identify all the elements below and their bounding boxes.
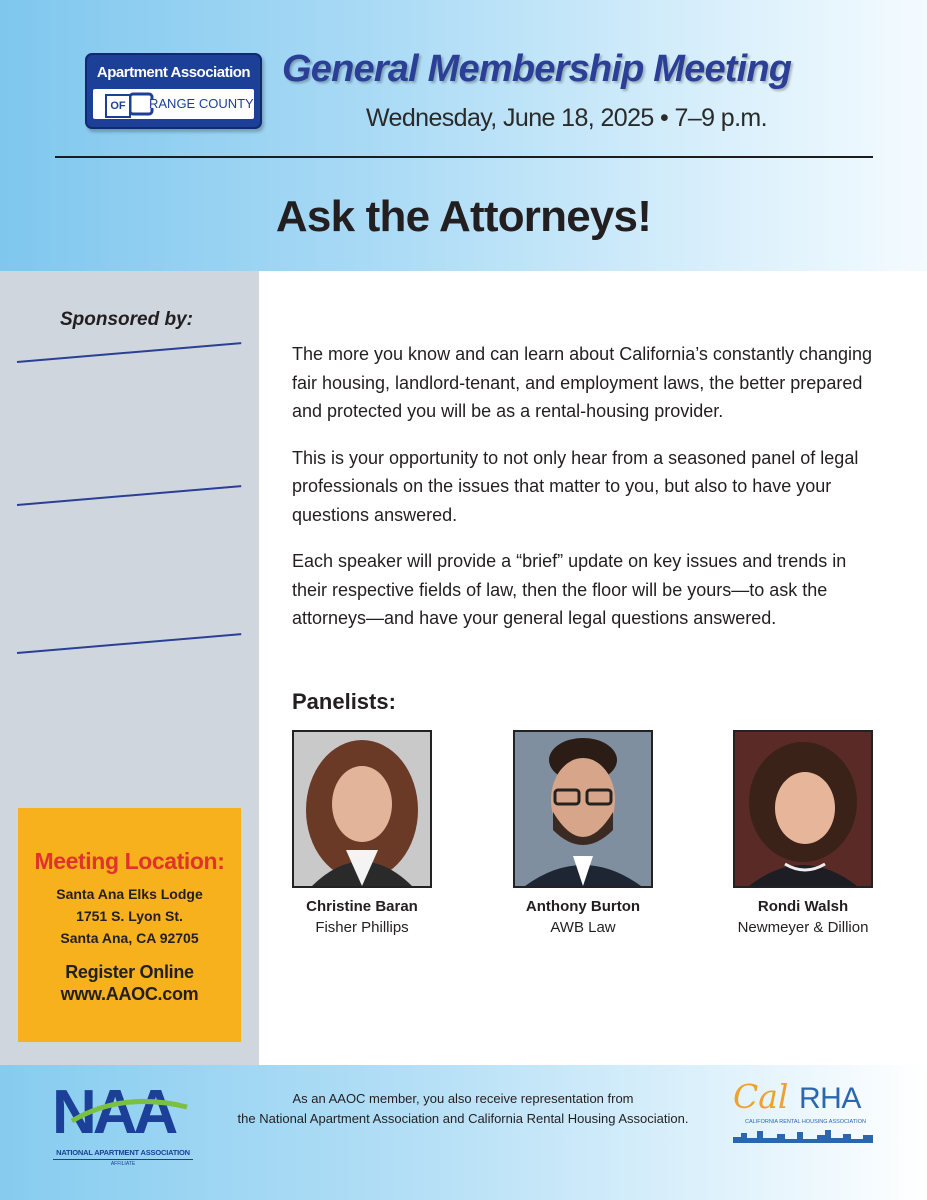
panelist-name: Christine Baran — [306, 898, 418, 915]
naa-affiliate: AFFILIATE — [53, 1159, 193, 1167]
header-band — [0, 0, 927, 271]
calrha-logo[interactable] — [733, 1077, 883, 1157]
panelist-firm: Fisher Phillips — [315, 919, 409, 936]
panelist-photo — [733, 730, 873, 888]
body-paragraph: This is your opportunity to not only hear from a seasoned panel of legal professionals on the issues that matter to you, but also to have your questions answered. — [292, 447, 859, 525]
calrha-cal: Cal — [733, 1077, 789, 1116]
panelist-firm: AWB Law — [550, 919, 616, 936]
skyline-icon — [733, 1129, 873, 1143]
panelist-name: Anthony Burton — [525, 898, 641, 915]
meeting-location-box — [18, 808, 241, 1042]
logo-bottom-panel — [93, 89, 254, 119]
location-street: 1751 S. Lyon St. — [76, 908, 183, 924]
header-divider — [55, 156, 873, 158]
naa-logo-text: NAA — [52, 1078, 175, 1145]
register-label: Register Online — [65, 962, 194, 982]
panelists-heading: Panelists: — [292, 689, 396, 714]
logo-county-text: RANGE COUNTY — [149, 96, 254, 111]
meeting-date: Wednesday, June 18, 2025 • 7–9 p.m. — [366, 104, 767, 132]
naa-logo-icon — [52, 1073, 192, 1145]
location-venue: Santa Ana Elks Lodge — [56, 886, 203, 902]
panelist-name: Rondi Walsh — [757, 898, 849, 915]
body-paragraph: The more you know and can learn about California’s constantly changing fair housing, landlord-tenant, and employment laws, the better prepared and protected you will be as a rental-housing provider. — [292, 344, 873, 421]
location-title: Meeting Location: — [34, 848, 225, 874]
register-link[interactable]: www.AAOC.com — [60, 984, 199, 1004]
sponsor-line — [17, 485, 241, 506]
portrait-woman-icon — [735, 732, 871, 886]
body-copy — [292, 340, 882, 651]
sidebar — [0, 271, 259, 1065]
footer-text-line: As an AAOC member, you also receive representation from — [292, 1091, 634, 1106]
portrait-man-icon — [515, 732, 651, 886]
footer-text-line: the National Apartment Association and California Rental Housing Association. — [237, 1111, 689, 1126]
logo-of-text: OF — [105, 94, 131, 118]
panelist-firm: Newmeyer & Dillion — [737, 919, 869, 936]
body-paragraph: Each speaker will provide a “brief” update on key issues and trends in their respective fields of law, then the floor will be yours—to ask the attorneys—and have your general legal questions answered. — [292, 551, 847, 628]
logo-top-text: Apartment Association — [93, 60, 254, 85]
calrha-rha: RHA — [799, 1082, 861, 1115]
naa-name: NATIONAL APARTMENT ASSOCIATION — [56, 1148, 190, 1157]
footer-text — [230, 1089, 696, 1129]
aaoc-logo[interactable] — [85, 53, 262, 129]
sponsor-line — [17, 342, 241, 363]
page-title: General Membership Meeting — [282, 48, 792, 90]
footer-band — [0, 1065, 927, 1200]
calrha-subtitle: CALIFORNIA RENTAL HOUSING ASSOCIATION — [745, 1119, 866, 1125]
portrait-woman-icon — [294, 732, 430, 886]
naa-logo[interactable] — [52, 1073, 192, 1145]
location-city: Santa Ana, CA 92705 — [60, 930, 199, 946]
panelist-photo — [292, 730, 432, 888]
panelist-card — [713, 730, 893, 938]
sponsored-label: Sponsored by: — [60, 309, 194, 330]
panelist-photo — [513, 730, 653, 888]
panelist-card — [493, 730, 673, 938]
headline: Ask the Attorneys! — [275, 192, 652, 241]
sponsor-line — [17, 633, 241, 654]
panelist-card — [272, 730, 452, 938]
